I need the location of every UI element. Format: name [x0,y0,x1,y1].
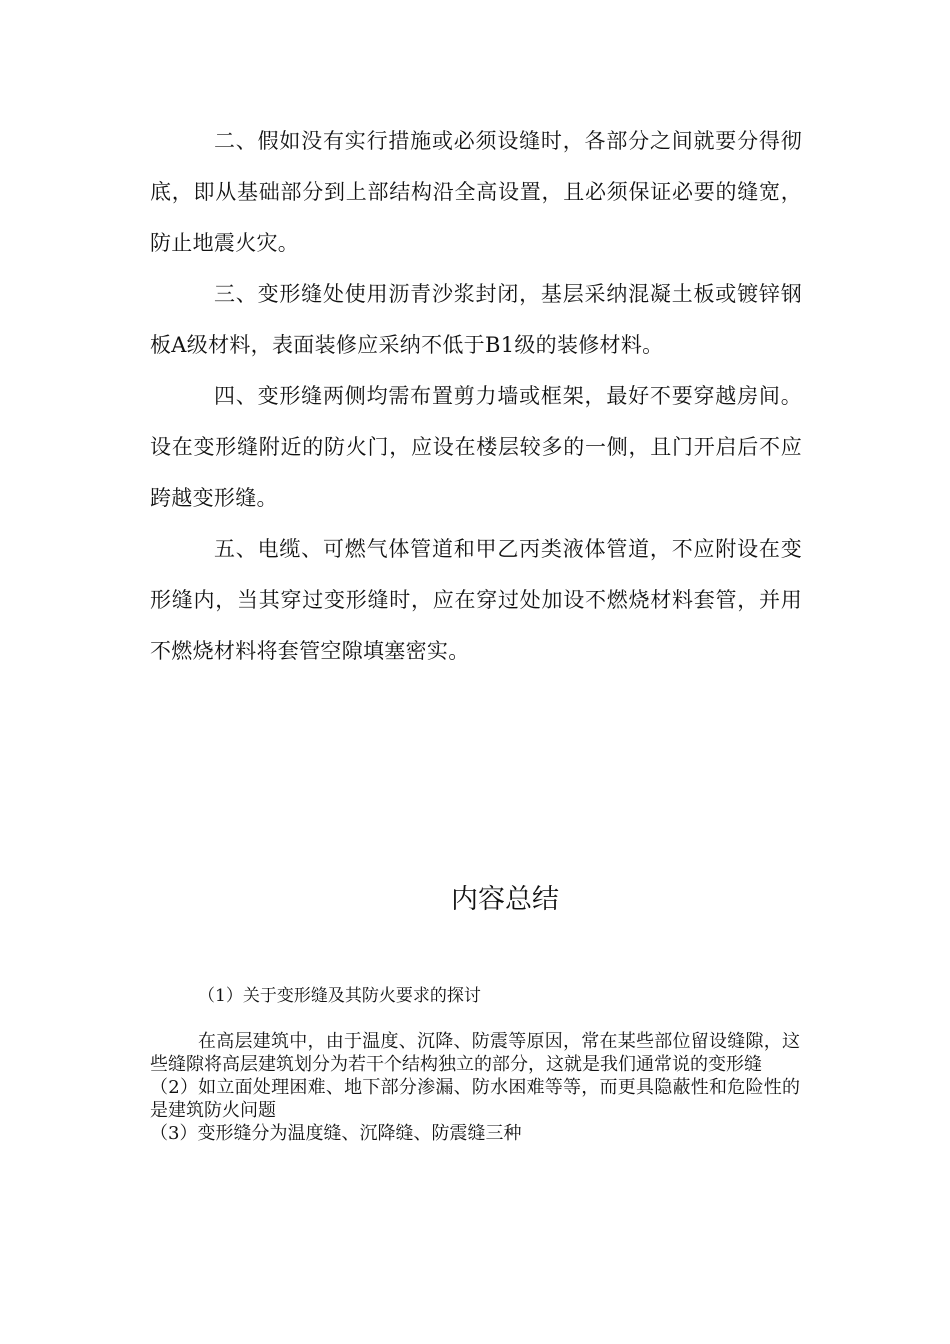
summary-heading: （1）关于变形缝及其防火要求的探讨 [198,986,481,1006]
paragraph-2: 二、假如没有实行措施或必须设缝时，各部分之间就要分得彻底，即从基础部分到上部结构沿全高设置，且必须保证必要的缝宽，防止地震火灾。 [150,129,802,255]
summary-point-3: （3）变形缝分为温度缝、沉降缝、防震缝三种 [150,1123,522,1144]
paragraph-5: 五、电缆、可燃气体管道和甲乙丙类液体管道，不应附设在变形缝内，当其穿过变形缝时，应在穿过处加设不燃烧材料套管，并用不燃烧材料将套管空隙填塞密实。 [150,537,802,663]
summary-point-2: （2）如立面处理困难、地下部分渗漏、防水困难等等，而更具隐蔽性和危险性的是建筑防火问题 [150,1077,800,1121]
body-text [150,116,802,677]
paragraph-3: 三、变形缝处使用沥青沙浆封闭，基层采纳混凝土板或镀锌钢板A级材料，表面装修应采纳不低于B1级的装修材料。 [150,282,802,357]
summary-section [150,984,800,1145]
summary-intro: 在高层建筑中，由于温度、沉降、防震等原因，常在某些部位留设缝隙，这些缝隙将高层建筑划分为若干个结构独立的部分，这就是我们通常说的变形缝 [150,1031,800,1075]
paragraph-4: 四、变形缝两侧均需布置剪力墙或框架，最好不要穿越房间。设在变形缝附近的防火门，应设在楼层较多的一侧，且门开启后不应跨越变形缝。 [150,384,802,510]
summary-title: 内容总结 [451,884,559,915]
